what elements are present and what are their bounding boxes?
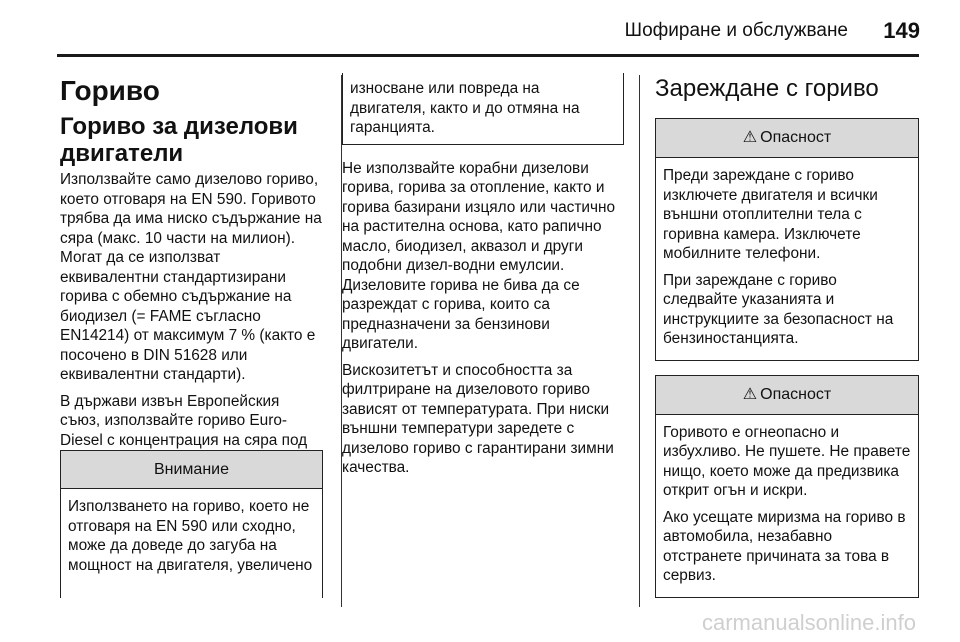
watermark: carmanualsonline.info (701, 610, 916, 635)
paragraph: Вискозитетът и способността за филтриране на дизеловото гориво зависят от температурата. При ниски външни температури заредете с дизелово гориво с гарантирани зимни качества. (342, 361, 614, 476)
warning-triangle-icon: ⚠ (742, 385, 758, 403)
danger-text: Горивото е огнеопасно и избухливо. Не пушете. Не правете нищо, което може да предизвика открит огън и искри. (663, 423, 911, 499)
page-number: 149 (883, 18, 920, 43)
header-rule (57, 54, 919, 57)
notice-box (60, 450, 323, 598)
section-heading: Гориво (60, 75, 160, 106)
danger-text: Ако усещате миризма на гориво в автомобила, незабавно отстранете причината за това в сервиз. (663, 508, 906, 584)
danger-title-text: Опасност (760, 385, 832, 403)
danger-text: При зареждане с гориво следвайте указанията и инструкциите за безопасност на бензиностанцията. (663, 271, 894, 347)
section-heading: Зареждане с гориво (655, 75, 879, 102)
notice-title: Внимание (61, 451, 322, 489)
page-header (0, 0, 960, 46)
danger-title-text: Опасност (760, 129, 832, 146)
warning-triangle-icon: ⚠ (742, 129, 758, 146)
paragraph: Използвайте само дизелово гориво, което отговаря на EN 590. Горивото трябва да има ниско съдържание на сяра (макс. 10 части на милион). Могат да се използват еквивалентни стандартизирани горива с обемно съдържание на биодизел (= FAME съгласно EN14214) от максимум 7 % (както е посочено в DIN 51628 или еквивалентни стандарти). (60, 171, 322, 383)
subsection-heading: Гориво за дизелови двигатели (60, 113, 298, 167)
danger-box (655, 375, 919, 598)
notice-text: Използването на гориво, което не отговаря на EN 590 или сходно, може да доведе до загуба на мощност на двигателя, увеличено (68, 498, 313, 574)
column-divider-2 (639, 75, 640, 607)
danger-title (656, 376, 918, 415)
notice-continuation-box (342, 73, 624, 145)
paragraph: В държави извън Европейския съюз, използвайте гориво Euro-Diesel с концентрация на сяра под (60, 392, 308, 449)
column-3 (655, 75, 919, 598)
header-title: Шофиране и обслужване (624, 20, 848, 41)
notice-continuation-text: износване или повреда на двигателя, както и до отмяна на гаранцията. (350, 80, 580, 136)
danger-box (655, 118, 919, 361)
danger-title (656, 119, 918, 158)
danger-text: Преди зареждане с гориво изключете двигателя и всички външни отоплителни тела с горивна камера. Изключете мобилните телефони. (663, 167, 878, 262)
paragraph: Не използвайте корабни дизелови горива, горива за отопление, както и горива базирани изцяло или частично на растителна основа, като рапично масло, биодизел, аквазол и други подобни дизел-водни емулсии. Дизеловите горива не бива да се разреждат с горива, които са предназначени за бензинови двигатели. (342, 159, 616, 352)
column-1 (60, 75, 323, 477)
column-2 (342, 75, 624, 485)
